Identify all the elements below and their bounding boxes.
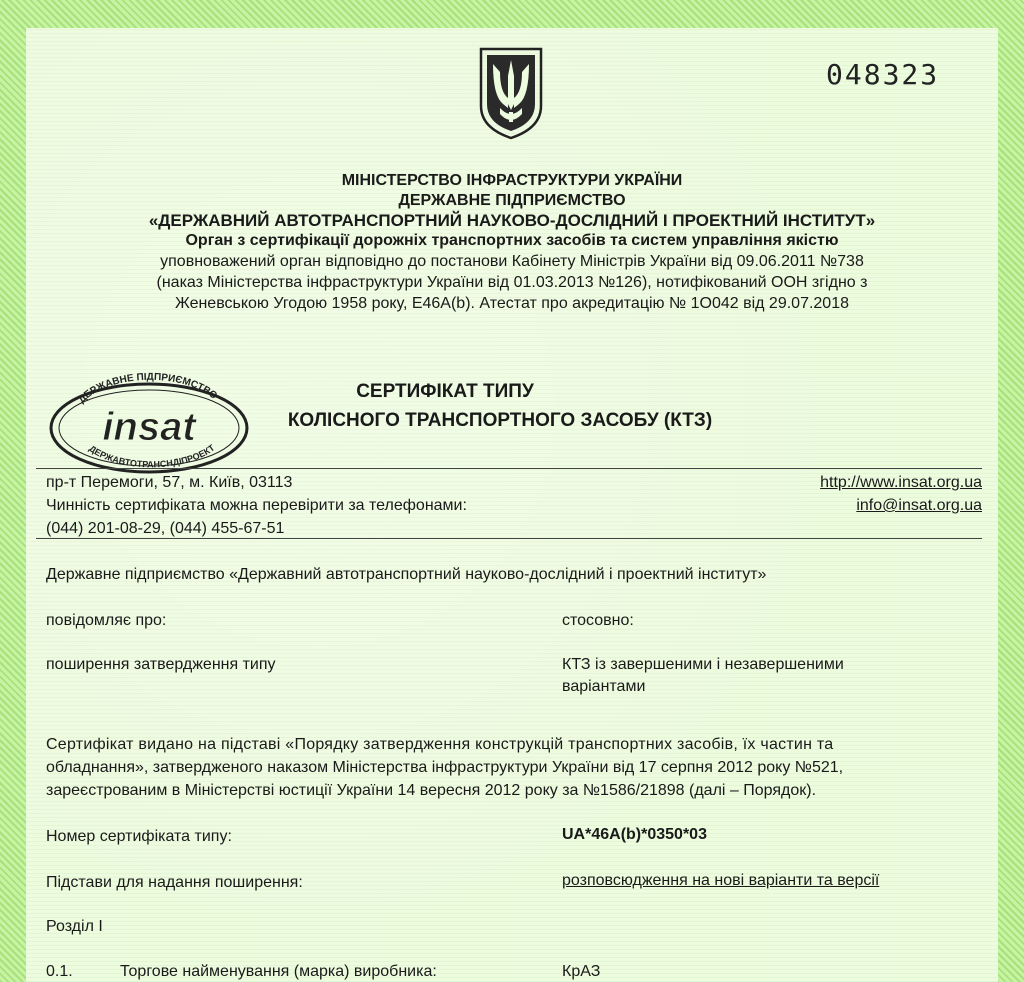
header-block [26,171,998,314]
certificate-title-line-2: КОЛІСНОГО ТРАНСПОРТНОГО ЗАСОБУ (КТЗ) [287,410,713,431]
notifies-label: повідомляє про: [46,612,167,629]
grounds-label: Підстави для надання поширення: [46,874,303,891]
authority-line-2: (наказ Міністерства інфраструктури України від 01.03.2013 №126), нотифікований ООН згідно з [156,274,868,291]
section-heading: Розділ І [46,918,103,935]
address-text: пр-т Перемоги, 57, м. Київ, 03113 [46,474,293,491]
concerning-value-line-1: КТЗ із завершеними і незавершеними [562,656,844,673]
logo-bottom-text: ДЕРЖАВТОТРАНСНДІПРОЕКТ [87,442,217,470]
ministry-name: МІНІСТЕРСТВО ІНФРАСТРУКТУРИ УКРАЇНИ [341,172,683,189]
logo-main-text: insat [102,405,196,449]
cert-number-value: UA*46A(b)*0350*03 [562,826,707,843]
logo-top-text: ДЕРЖАВНЕ ПІДПРИЄМСТВО [76,372,220,406]
enterprise-name: ДЕРЖАВНЕ ПІДПРИЄМСТВО [398,192,626,209]
basis-line-3: зареєстрованим в Міністерстві юстиції України 14 вересня 2012 року за №1586/21898 (далі – Порядок). [46,782,817,799]
issuer-text: Державне підприємство «Державний автотранспортний науково-дослідний і проектний інститут» [46,566,767,583]
basis-line-2: обладнання», затвердженого наказом Міністерства інфраструктури України від 17 серпня 2012 року №521, [46,759,844,776]
item-number: 0.1. [46,963,73,980]
basis-line-1: Сертифікат видано на підставі «Порядку затвердження конструкцій транспортних засобів, їх частин та [46,736,834,753]
authority-line-1: уповноважений орган відповідно до постанови Кабінету Міністрів України від 09.06.2011 №738 [160,253,864,270]
cert-number-label: Номер сертифіката типу: [46,828,232,845]
svg-text:ДЕРЖАВНЕ ПІДПРИЄМСТВО [76,372,219,406]
item-value: КрАЗ [562,963,601,980]
concerning-value-line-2: варіантами [562,678,646,695]
website-link[interactable]: http://www.insat.org.ua [820,474,982,491]
institute-name: «ДЕРЖАВНИЙ АВТОТРАНСПОРТНИЙ НАУКОВО-ДОСЛІДНИЙ І ПРОЕКТНИЙ ІНСТИТУТ» [148,211,876,230]
certification-body: Орган з сертифікації дорожніх транспортних засобів та систем управління якістю [185,232,839,249]
certificate-title-line-1: СЕРТИФІКАТ ТИПУ [356,381,534,402]
concerning-label: стосовно: [562,612,634,629]
verify-text: Чинність сертифіката можна перевірити за телефонами: [46,497,467,514]
trident-emblem-icon [478,46,544,140]
notifies-value: поширення затвердження типу [46,656,276,673]
serial-number: 048323 [826,58,940,91]
authority-line-3: Женевською Угодою 1958 року, Е46А(b). Атестат про акредитацію № 1О042 від 29.07.2018 [174,295,849,312]
divider-bottom [36,538,982,539]
insat-logo [48,372,250,476]
email-link[interactable]: info@insat.org.ua [856,497,982,514]
item-label: Торгове найменування (марка) виробника: [120,963,437,980]
grounds-value: розповсюдження на нові варіанти та версії [562,872,880,889]
divider-top [36,468,982,469]
phones-text[interactable]: (044) 201-08-29, (044) 455-67-51 [46,520,285,537]
